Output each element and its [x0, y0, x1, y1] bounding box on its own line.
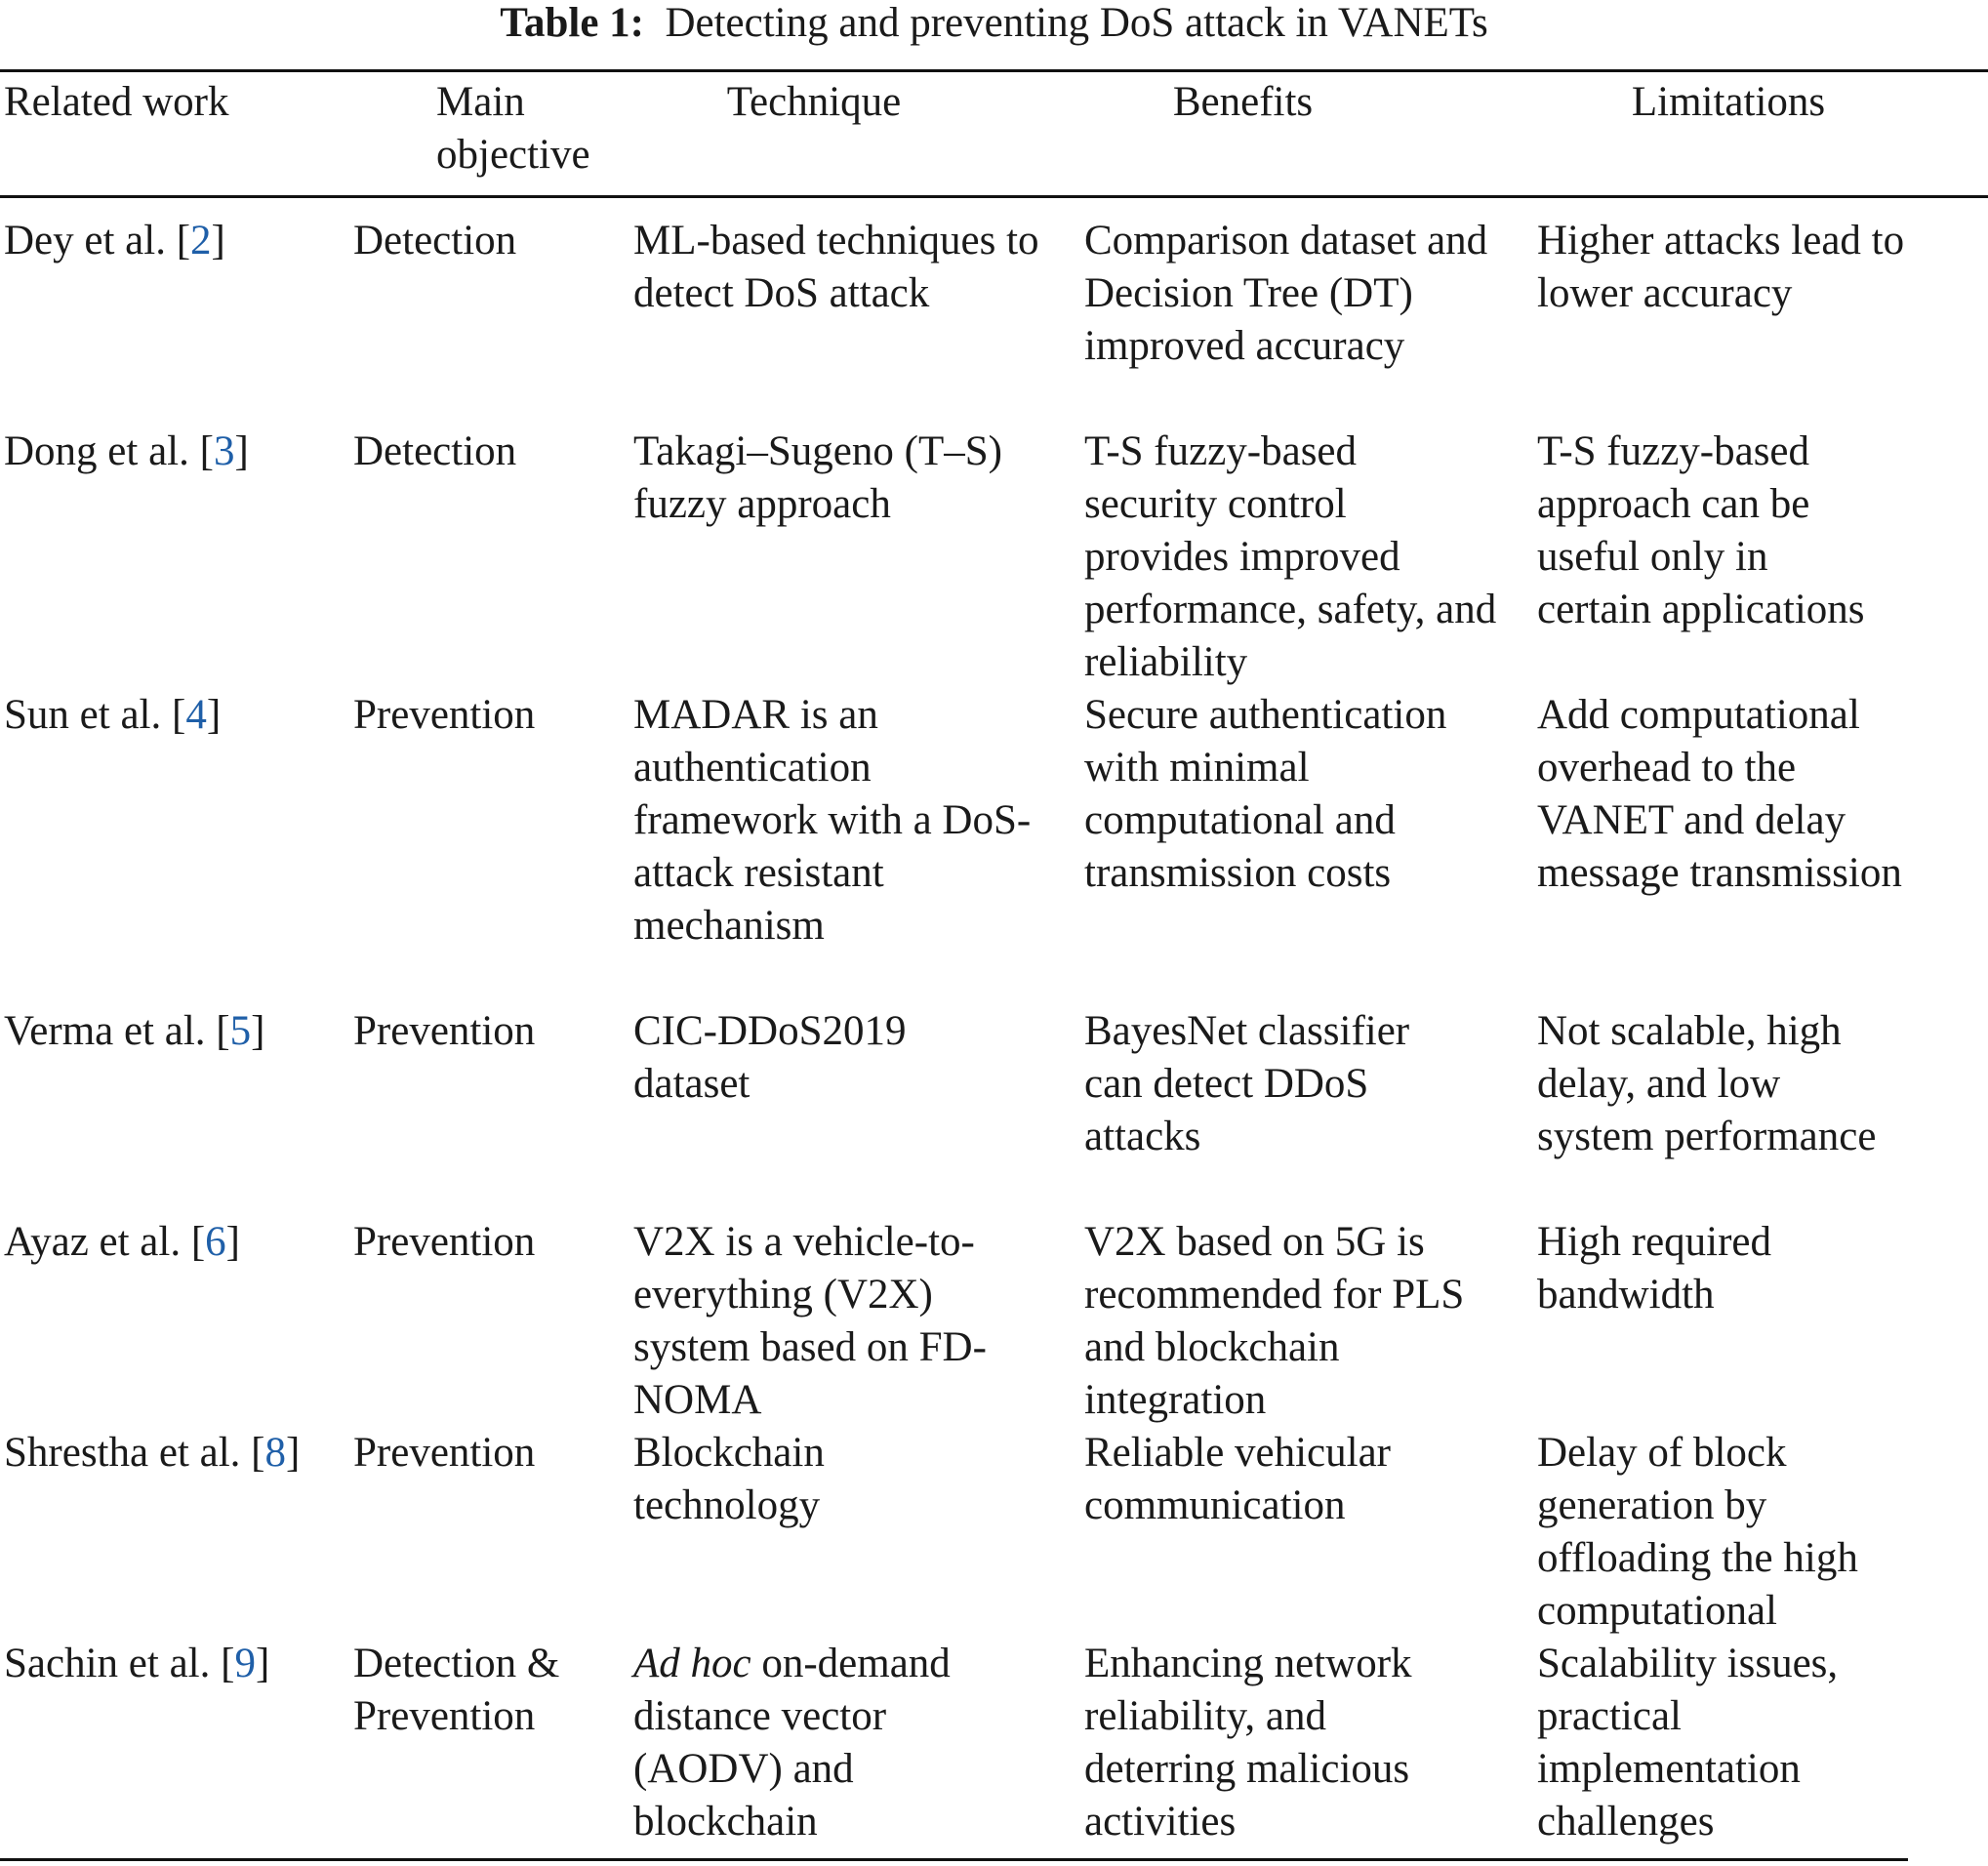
cell-technique: Takagi–Sugeno (T–S) fuzzy approach: [633, 428, 1002, 527]
cell-technique: [633, 1638, 1024, 1848]
cell-limitations: T-S fuzzy-based approach can be useful only in certain applications: [1537, 428, 1865, 632]
author-name: Sun et al.: [4, 692, 162, 738]
table-caption-text: Detecting and preventing DoS attack in VANETs: [665, 0, 1488, 46]
cell-related-work: Sun et al. [4]: [4, 692, 222, 738]
cell-benefits: Comparison dataset and Decision Tree (DT) improved accuracy: [1084, 218, 1488, 369]
cell-benefits: V2X based on 5G is recommended for PLS and blockchain integration: [1084, 1219, 1465, 1423]
cell-related-work: Sachin et al. [9]: [4, 1641, 270, 1686]
author-name: Verma et al.: [4, 1008, 206, 1054]
header-main-objective: Main objective: [436, 79, 590, 178]
cell-benefits: BayesNet classifier can detect DDoS attacks: [1084, 1008, 1410, 1159]
citation-link[interactable]: 4: [185, 692, 207, 738]
citation-link[interactable]: 9: [234, 1641, 256, 1686]
author-name: Dey et al.: [4, 218, 166, 264]
header-benefits: Benefits: [1172, 79, 1314, 125]
cell-related-work: Verma et al. [5]: [4, 1008, 265, 1054]
cell-benefits: T-S fuzzy-based security control provides improved performance, safety, and reliability: [1084, 428, 1497, 685]
technique-emphasis: Ad hoc: [633, 1641, 751, 1686]
cell-benefits: Reliable vehicular communication: [1084, 1430, 1391, 1528]
cell-objective: Detection: [353, 218, 517, 264]
author-name: Dong et al.: [4, 428, 189, 474]
cell-limitations: Scalability issues, practical implementation challenges: [1537, 1641, 1839, 1845]
top-rule: [0, 69, 1988, 72]
cell-technique: Blockchain technology: [633, 1430, 825, 1528]
cell-objective: Prevention: [353, 692, 536, 738]
header-limitations: Limitations: [1631, 79, 1826, 125]
cell-objective: Prevention: [353, 1219, 536, 1265]
author-name: Ayaz et al.: [4, 1219, 182, 1265]
cell-objective: Detection & Prevention: [353, 1641, 560, 1739]
cell-technique: CIC-DDoS2019 dataset: [633, 1008, 907, 1107]
bottom-rule: [0, 1858, 1908, 1861]
citation-link[interactable]: 2: [190, 218, 212, 264]
cell-limitations: Add computational overhead to the VANET and delay message transmission: [1537, 692, 1902, 896]
cell-benefits: Secure authentication with minimal computational and transmission costs: [1084, 692, 1447, 896]
table-caption: [0, 0, 1988, 51]
cell-limitations: Not scalable, high delay, and low system performance: [1537, 1008, 1877, 1159]
table-caption-label: Table 1:: [500, 0, 644, 46]
header-technique: Technique: [726, 79, 902, 125]
cell-related-work: Dong et al. [3]: [4, 428, 249, 474]
citation-link[interactable]: 6: [205, 1219, 226, 1265]
citation-link[interactable]: 5: [229, 1008, 252, 1054]
cell-technique: MADAR is an authentication framework with a DoS-attack resistant mechanism: [633, 692, 1032, 949]
header-related-work: Related work: [4, 79, 229, 125]
cell-technique: V2X is a vehicle-to-everything (V2X) system based on FD-NOMA: [633, 1219, 987, 1423]
cell-limitations: High required bandwidth: [1537, 1219, 1772, 1318]
cell-related-work: Shrestha et al. [8]: [4, 1430, 301, 1476]
cell-technique: ML-based techniques to detect DoS attack: [633, 218, 1039, 316]
author-name: Shrestha et al.: [4, 1430, 241, 1476]
citation-link[interactable]: 3: [213, 428, 235, 474]
cell-objective: Prevention: [353, 1430, 536, 1476]
cell-limitations: Higher attacks lead to lower accuracy: [1537, 218, 1905, 316]
header-rule: [0, 195, 1988, 198]
citation-link[interactable]: 8: [264, 1430, 286, 1476]
cell-objective: Detection: [353, 428, 517, 474]
cell-benefits: Enhancing network reliability, and deterring malicious activities: [1084, 1641, 1412, 1845]
author-name: Sachin et al.: [4, 1641, 211, 1686]
cell-related-work: Ayaz et al. [6]: [4, 1219, 240, 1265]
cell-objective: Prevention: [353, 1008, 536, 1054]
cell-related-work: Dey et al. [2]: [4, 218, 225, 264]
technique-text: on-demand distance vector (AODV) and blockchain: [633, 1641, 951, 1845]
cell-limitations: Delay of block generation by offloading the high computational: [1537, 1430, 1858, 1634]
